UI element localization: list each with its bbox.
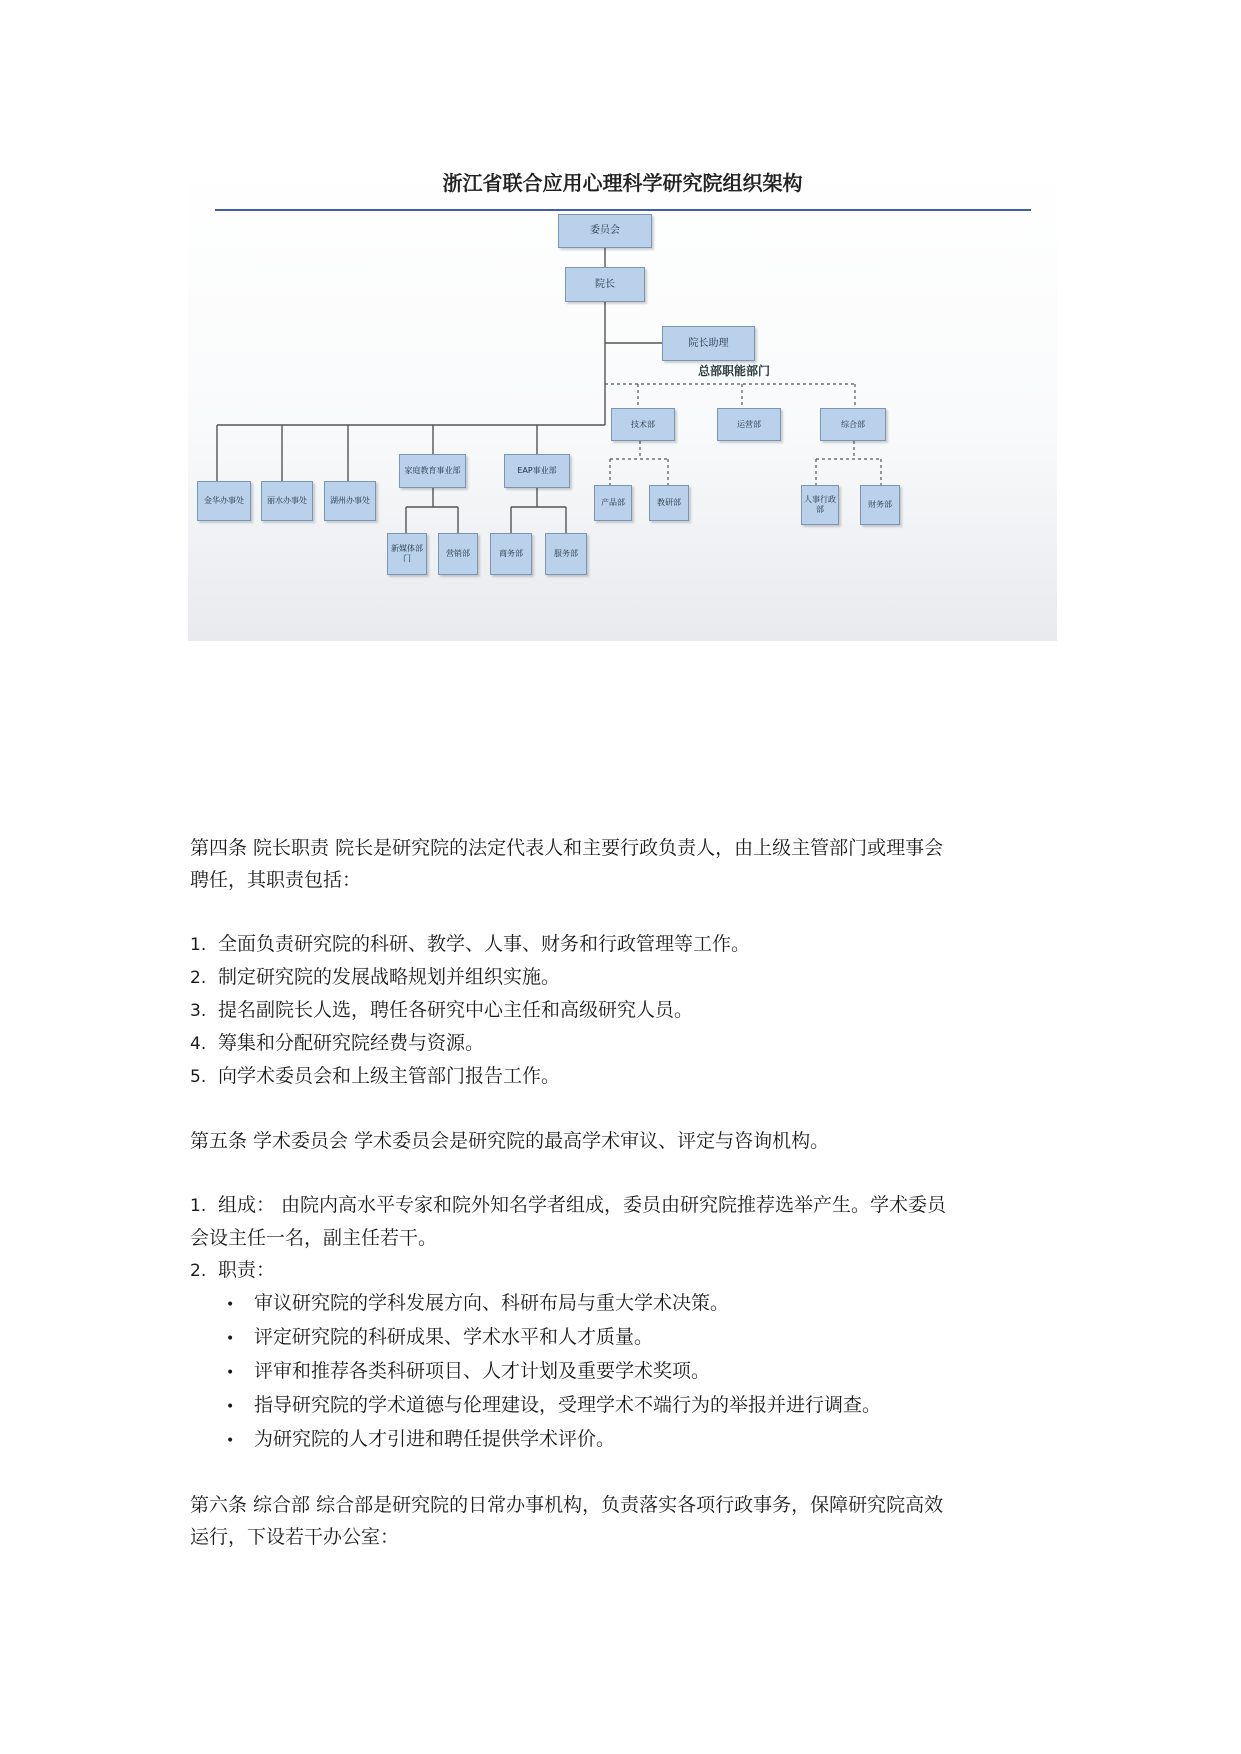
node-product-dept: 产品部 bbox=[594, 485, 632, 521]
org-chart-title: 浙江省联合应用心理科学研究院组织架构 bbox=[442, 171, 803, 195]
node-jinhua-office: 金华办事处 bbox=[197, 481, 251, 521]
node-president: 院长 bbox=[565, 267, 645, 302]
node-lishui-office: 丽水办事处 bbox=[261, 481, 313, 521]
bullet-text: 指导研究院的学术道德与伦理建设，受理学术不端行为的举报并进行调查。 bbox=[254, 1394, 882, 1416]
list-item-text: 全面负责研究院的科研、教学、人事、财务和行政管理等工作。 bbox=[218, 933, 751, 955]
article6-heading-cont: 运行，下设若干办公室： bbox=[190, 1526, 400, 1548]
node-marketing-dept: 营销部 bbox=[438, 533, 478, 575]
bullet-text: 评审和推荐各类科研项目、人才计划及重要学术奖项。 bbox=[254, 1360, 711, 1382]
bullet-text: 为研究院的人才引进和聘任提供学术评价。 bbox=[254, 1428, 616, 1450]
list-item bbox=[190, 1027, 1062, 1060]
bullet-text: 评定研究院的科研成果、学术水平和人才质量。 bbox=[254, 1326, 654, 1348]
node-hr-admin-dept: 人事行政部 bbox=[801, 485, 839, 525]
list-item bbox=[190, 961, 1062, 994]
node-research-dept: 教研部 bbox=[649, 485, 689, 521]
list-item-text: 制定研究院的发展战略规划并组织实施。 bbox=[218, 966, 561, 988]
node-eap-division: EAP事业部 bbox=[504, 454, 570, 488]
node-business-dept: 商务部 bbox=[490, 533, 532, 575]
node-tech-dept: 技术部 bbox=[611, 408, 675, 441]
org-chart bbox=[188, 163, 1057, 641]
node-ops-dept: 运营部 bbox=[717, 408, 781, 441]
list-item-text: 组成： 由院内高水平专家和院外知名学者组成，委员由研究院推荐选举产生。学术委员 bbox=[218, 1194, 947, 1216]
node-finance-dept: 财务部 bbox=[860, 485, 900, 525]
hq-departments-label: 总部职能部门 bbox=[698, 364, 771, 378]
bullet-item bbox=[190, 1423, 1062, 1457]
list-item bbox=[190, 1254, 1062, 1287]
article4-heading: 第四条 院长职责 院长是研究院的法定代表人和主要行政负责人，由上级主管部门或理事会 bbox=[190, 837, 944, 859]
list-item-cont: 会设主任一名，副主任若干。 bbox=[190, 1227, 438, 1249]
list-item bbox=[190, 1189, 1062, 1222]
article5-heading: 第五条 学术委员会 学术委员会是研究院的最高学术审议、评定与咨询机构。 bbox=[190, 1130, 830, 1152]
list-item bbox=[190, 1060, 1062, 1093]
node-president-assistant: 院长助理 bbox=[662, 326, 755, 361]
list-item-text: 筹集和分配研究院经费与资源。 bbox=[218, 1032, 485, 1054]
list-item bbox=[190, 994, 1062, 1027]
bullet-text: 审议研究院的学科发展方向、科研布局与重大学术决策。 bbox=[254, 1292, 730, 1314]
list-number: 4. bbox=[190, 1034, 207, 1054]
node-family-education-division: 家庭教育事业部 bbox=[399, 454, 466, 488]
bullet-item bbox=[190, 1321, 1062, 1355]
list-item-text: 提名副院长人选，聘任各研究中心主任和高级研究人员。 bbox=[218, 999, 694, 1021]
bullet-item bbox=[190, 1389, 1062, 1423]
document-body bbox=[190, 832, 1062, 1553]
node-new-media-dept: 新媒体部门 bbox=[387, 533, 427, 575]
bullet-icon: • bbox=[226, 1331, 235, 1347]
list-item bbox=[190, 928, 1062, 961]
node-general-dept: 综合部 bbox=[820, 408, 886, 441]
article6-heading: 第六条 综合部 综合部是研究院的日常办事机构，负责落实各项行政事务，保障研究院高效 bbox=[190, 1494, 944, 1516]
bullet-icon: • bbox=[226, 1365, 235, 1381]
list-number: 1. bbox=[190, 1196, 207, 1216]
list-number: 2. bbox=[190, 968, 207, 988]
node-huzhou-office: 湖州办事处 bbox=[324, 481, 376, 521]
bullet-icon: • bbox=[226, 1297, 235, 1313]
node-committee: 委员会 bbox=[558, 214, 652, 248]
node-service-dept: 服务部 bbox=[545, 533, 587, 575]
list-number: 3. bbox=[190, 1001, 207, 1021]
list-number: 1. bbox=[190, 935, 207, 955]
bullet-icon: • bbox=[226, 1433, 235, 1449]
bullet-icon: • bbox=[226, 1399, 235, 1415]
bullet-item bbox=[190, 1355, 1062, 1389]
list-number: 5. bbox=[190, 1067, 207, 1087]
list-item-text: 职责： bbox=[218, 1259, 276, 1281]
list-number: 2. bbox=[190, 1261, 207, 1281]
bullet-item bbox=[190, 1287, 1062, 1321]
list-item-text: 向学术委员会和上级主管部门报告工作。 bbox=[218, 1065, 561, 1087]
article4-heading-cont: 聘任，其职责包括： bbox=[190, 869, 362, 891]
